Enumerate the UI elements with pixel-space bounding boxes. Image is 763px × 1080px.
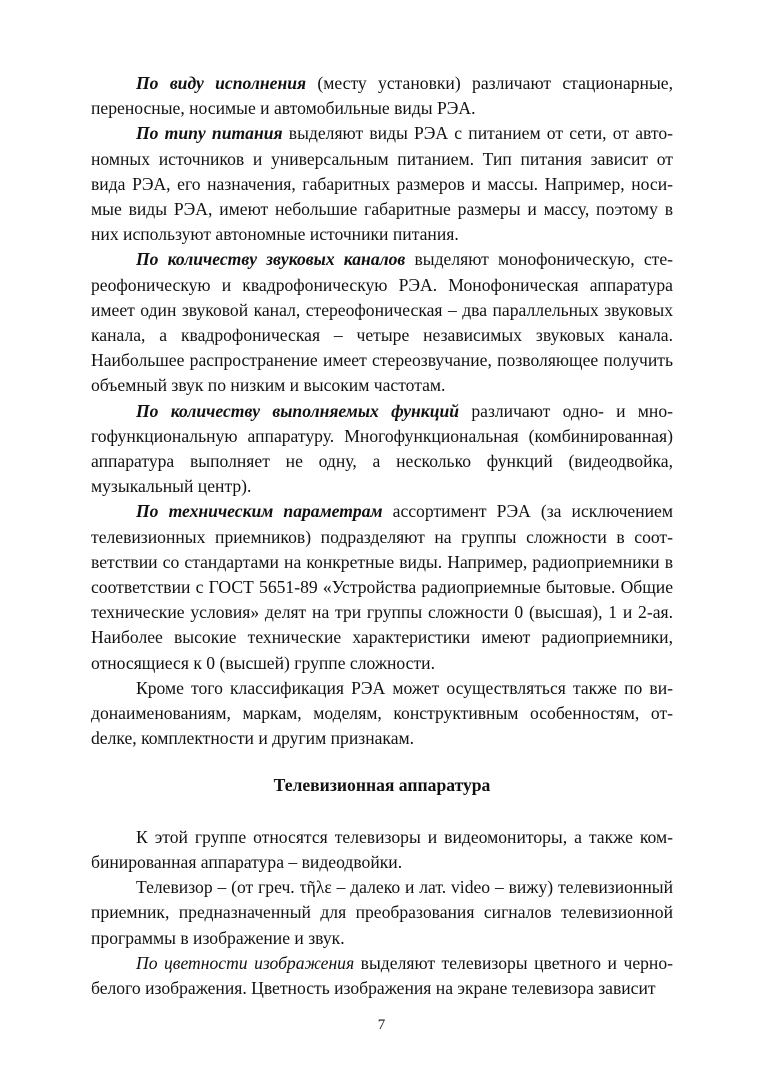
- paragraph-tv-group: [91, 825, 673, 875]
- term-power-type: По типу питания: [136, 123, 283, 144]
- paragraph-text: Кроме того классификация РЭА может осуществляться также по видонаименованиям, маркам, моделям, конструктивным особенностям, отdелке, комплектности и другим признакам.: [91, 677, 673, 749]
- paragraph-text: Телевизор – (от греч. τῆλε – далеко и лат. video – вижу) телевизионный приемник, предназначенный для преобразования сигналов телевизионной программы в изображение и звук.: [91, 877, 673, 948]
- term-technical-parameters: По техническим параметрам: [136, 501, 383, 522]
- section-heading: Телевизионная аппаратура: [273, 775, 491, 796]
- term-functions: По количеству выполняемых функций: [136, 400, 460, 421]
- term-execution-type: По виду исполнения: [136, 73, 307, 93]
- page-number: 7: [377, 1017, 386, 1033]
- paragraph-power-type: [91, 121, 673, 247]
- paragraph-other-classification: [91, 676, 673, 752]
- paragraph-execution-type: [91, 71, 673, 121]
- paragraph-text: выделяют виды РЭА с питанием от сети, от автономных источников и универсальным питанием. Тип питания зависит от вида РЭА, его назначения, габаритных размеров и массы. Например, носимые виды РЭА, имеют небольшие габаритные размеры и массу, поэтому в них используют автономные источники питания.: [91, 123, 673, 245]
- paragraph-text: (месту установки) различают стационарные, переносные, носимые и автомобильные виды РЭА.: [91, 73, 673, 119]
- paragraph-text: ассортимент РЭА (за исключением телевизионных приемников) подразделяют на группы сложности в соответствии со стандартами на конкретные виды. Например, радиоприемники в соответствии с ГОСТ 5651-89 «Устройства радиоприемные бытовые. Общие технические условия» делят на три группы сложности 0 (высшая), 1 и 2-ая. Наиболее высокие технические характеристики имеют радиоприемники, относящиеся к 0 (высшей) группе сложности.: [91, 501, 673, 673]
- body-text: [91, 71, 673, 1001]
- paragraph-text: выделяют монофоническую, стереофоническую и квадрофоническую РЭА. Монофоническая аппаратура имеет один звуковой канал, стереофоническая – два параллельных звуковых канала, а квадрофоническая – четыре независимых звуковых канала. Наибольшее распространение имеет стереозвучание, позволяющее получить объемный звук по низким и высоким частотам.: [91, 249, 674, 396]
- paragraph-text: выделяют телевизоры цветного и чернобелого изображения. Цветность изображения на экране телевизора зависит: [91, 952, 673, 998]
- paragraph-technical-parameters: [91, 499, 673, 675]
- paragraph-tv-definition: [91, 875, 673, 951]
- paragraph-functions: [91, 399, 673, 500]
- term-sound-channels: По количеству звуковых каналов: [136, 249, 406, 270]
- term-color: По цветности изображения: [136, 952, 355, 973]
- paragraph-text: К этой группе относятся телевизоры и видеомониторы, а также комбинированная аппаратура – видеодвойки.: [91, 826, 673, 872]
- paragraph-sound-channels: [91, 247, 673, 398]
- paragraph-text: различают одно- и многофункциональную аппаратуру. Многофункциональная (комбинированная) аппаратура выполняет не одну, а несколько функций (видеодвойка, музыкальный центр).: [91, 400, 673, 497]
- paragraph-color: [91, 951, 673, 1001]
